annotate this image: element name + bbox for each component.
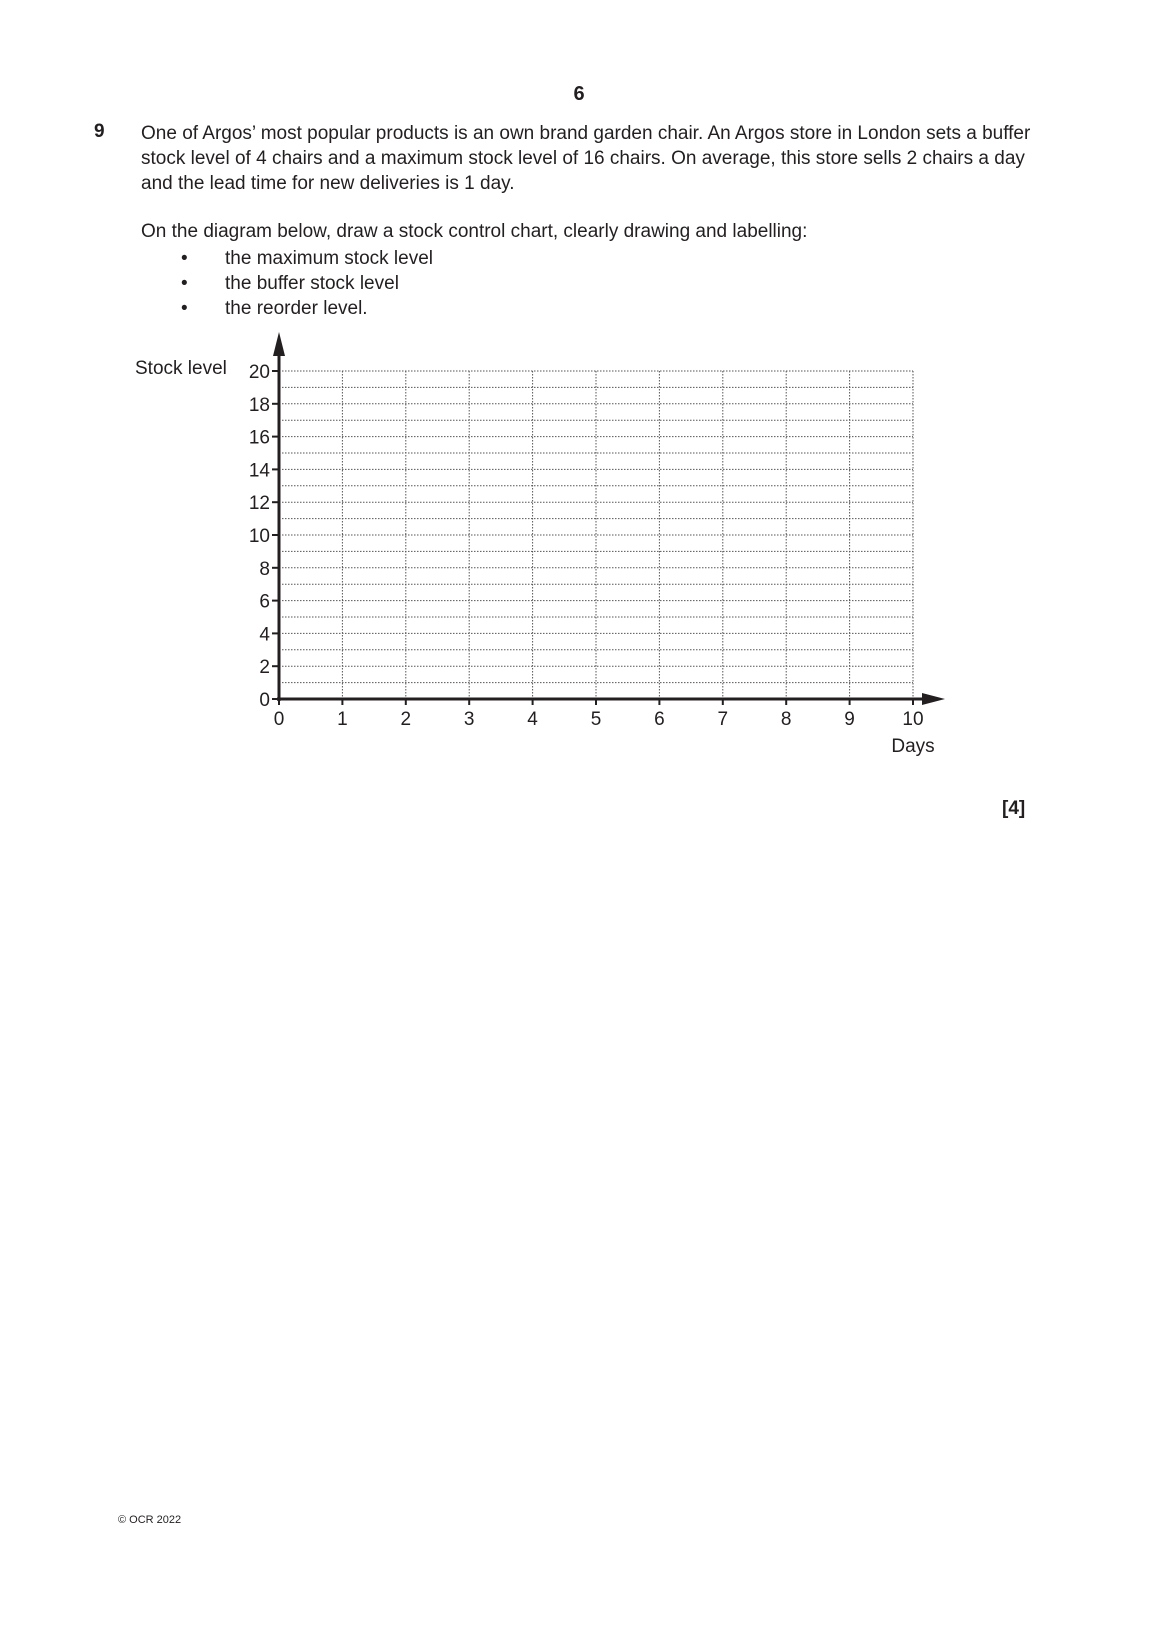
y-tick-label: 12: [248, 493, 270, 515]
question-number: 9: [94, 121, 105, 142]
y-tick-label: 6: [259, 591, 270, 613]
x-tick-label: 5: [590, 709, 602, 730]
x-axis-label: Days: [891, 736, 935, 757]
y-tick-label: 16: [248, 427, 270, 449]
y-tick-label: 8: [259, 558, 270, 580]
x-tick-label: 10: [902, 709, 924, 730]
marks-allocation: [4]: [1002, 798, 1026, 819]
y-tick-label: 20: [248, 362, 270, 383]
y-axis-arrow-icon: [273, 332, 285, 356]
y-tick-label: 2: [259, 657, 270, 679]
y-axis-label: Stock level: [135, 358, 227, 379]
y-tick-label: 18: [248, 394, 270, 416]
bullet-item: • the buffer stock level: [181, 273, 399, 294]
y-tick-label: 10: [248, 526, 270, 547]
x-tick-label: 8: [780, 709, 792, 730]
question-text: One of Argos’ most popular products is an own brand garden chair. An Argos store in London sets a buffer stock level of 4 chairs and a maximum stock level of 16 chairs. On average, this store sells 2 chairs a day and the lead time for new deliveries is 1 day.: [141, 123, 1031, 194]
x-tick-label: 4: [527, 709, 538, 730]
page-number: 6: [573, 83, 585, 105]
bullet-item: • the maximum stock level: [181, 248, 434, 269]
x-tick-label: 2: [400, 709, 412, 730]
stock-control-chart[interactable]: [0, 0, 1158, 800]
x-tick-label: 6: [654, 709, 665, 730]
bullet-item: • the reorder level.: [181, 298, 368, 319]
x-tick-label: 9: [844, 709, 855, 730]
y-tick-label: 14: [248, 460, 270, 482]
y-tick-label: 0: [259, 690, 270, 711]
x-tick-label: 0: [273, 709, 285, 730]
x-axis-arrow-icon: [922, 693, 945, 705]
x-tick-label: 7: [717, 709, 729, 730]
chart-labels: [249, 362, 924, 730]
x-tick-label: 1: [337, 709, 348, 730]
question-instruction: On the diagram below, draw a stock control chart, clearly drawing and labelling:: [141, 221, 808, 242]
copyright-footer: © OCR 2022: [118, 1514, 182, 1526]
y-tick-label: 4: [259, 624, 270, 646]
x-tick-label: 3: [463, 709, 475, 730]
chart-grid: [279, 371, 913, 699]
